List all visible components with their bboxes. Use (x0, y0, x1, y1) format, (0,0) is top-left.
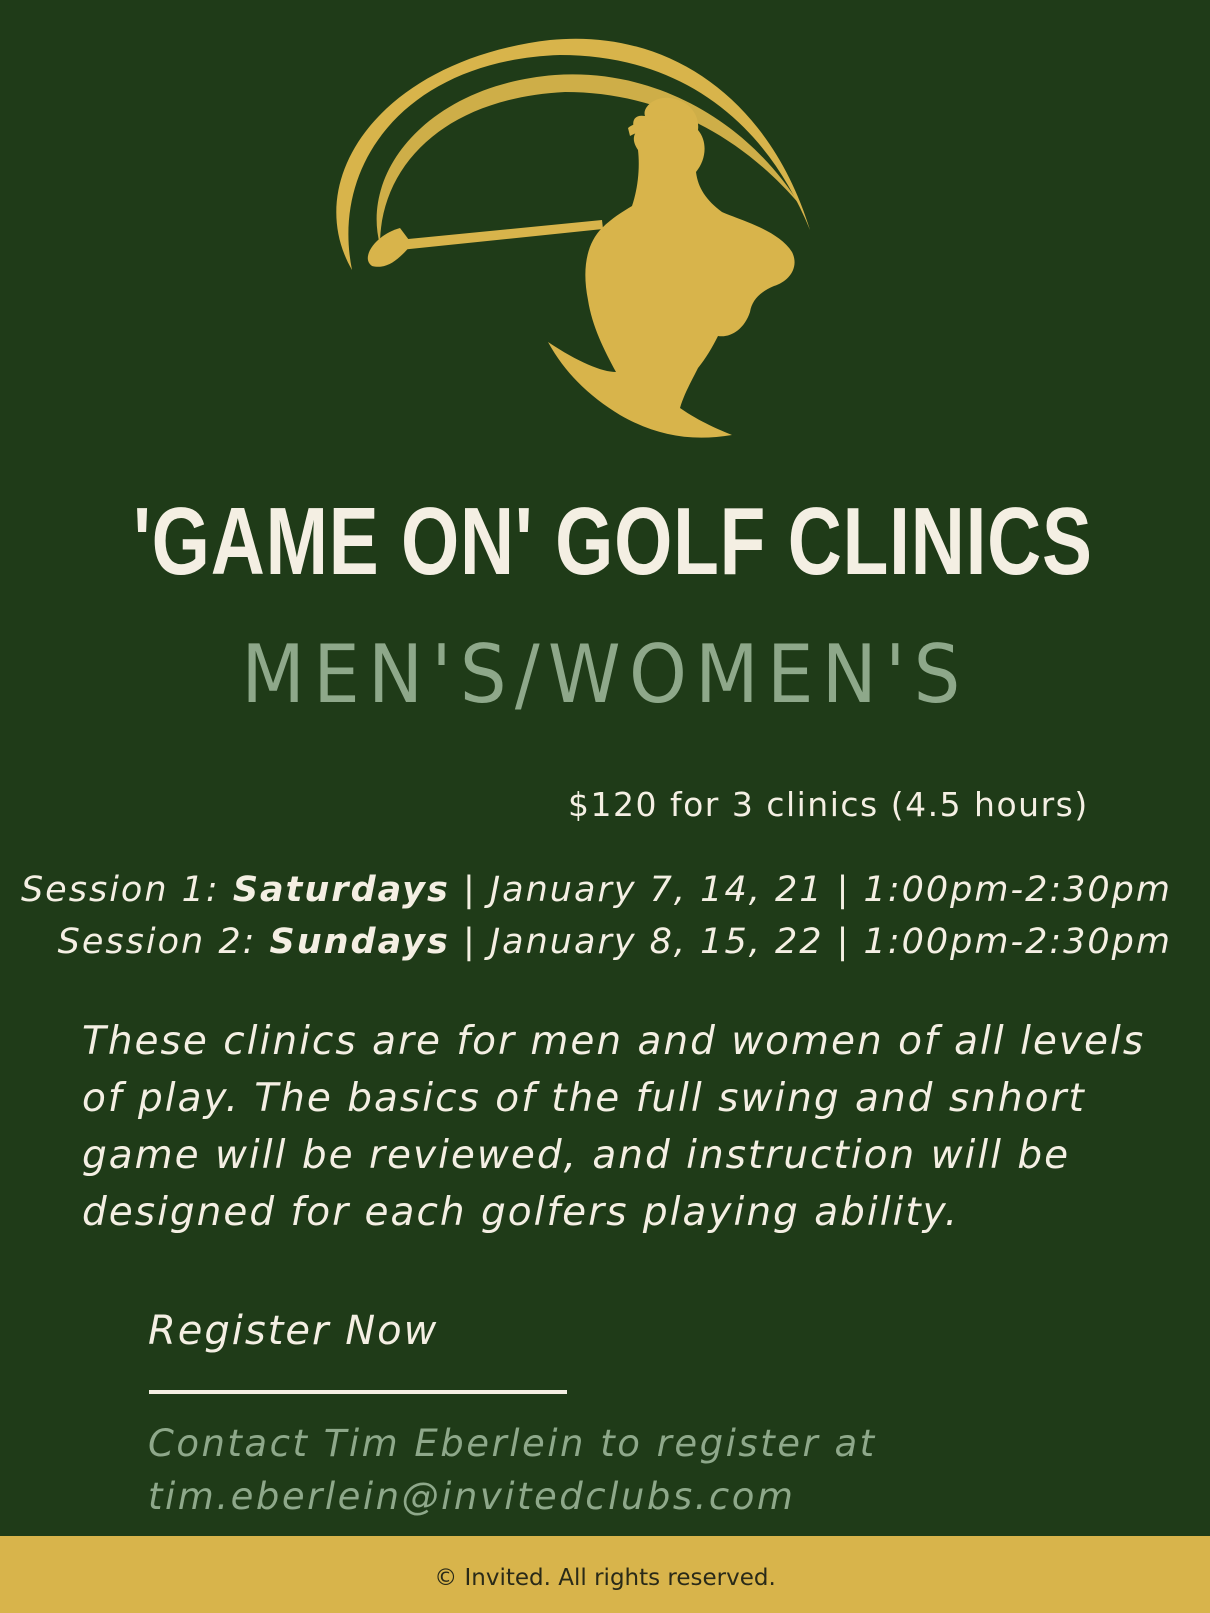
session-2-line (58, 920, 1172, 964)
contact-info (148, 1417, 877, 1523)
footer-bar (0, 1536, 1210, 1613)
contact-line: Contact Tim Eberlein to register at (148, 1422, 877, 1465)
description-line: game will be reviewed, and instruction will be (82, 1133, 1071, 1178)
session-day: Saturdays (232, 870, 450, 910)
description-line: designed for each golfers playing ability. (82, 1190, 960, 1235)
description-line: of play. The basics of the full swing and snhort (82, 1076, 1086, 1121)
session-prefix: Session 2: (57, 922, 270, 962)
session-day: Sundays (269, 922, 450, 962)
session-details: | January 8, 15, 22 | 1:00pm-2:30pm (449, 922, 1172, 962)
register-now-link[interactable]: Register Now (148, 1308, 439, 1354)
golfer-swing-icon (320, 30, 840, 460)
clinic-description (82, 1013, 1172, 1241)
copyright-text: © Invited. All rights reserved. (434, 1565, 776, 1591)
price-text: $120 for 3 clinics (4.5 hours) (568, 785, 1089, 824)
description-line: These clinics are for men and women of all levels (82, 1019, 1146, 1064)
session-details: | January 7, 14, 21 | 1:00pm-2:30pm (449, 870, 1172, 910)
page-title: 'GAME ON' GOLF CLINICS (133, 488, 1093, 595)
session-1-line (21, 868, 1172, 912)
contact-email-link[interactable]: tim.eberlein@invitedclubs.com (148, 1475, 796, 1518)
divider (149, 1390, 567, 1394)
session-prefix: Session 1: (20, 870, 233, 910)
audience-subtitle: MEN'S/WOMEN'S (241, 628, 969, 721)
